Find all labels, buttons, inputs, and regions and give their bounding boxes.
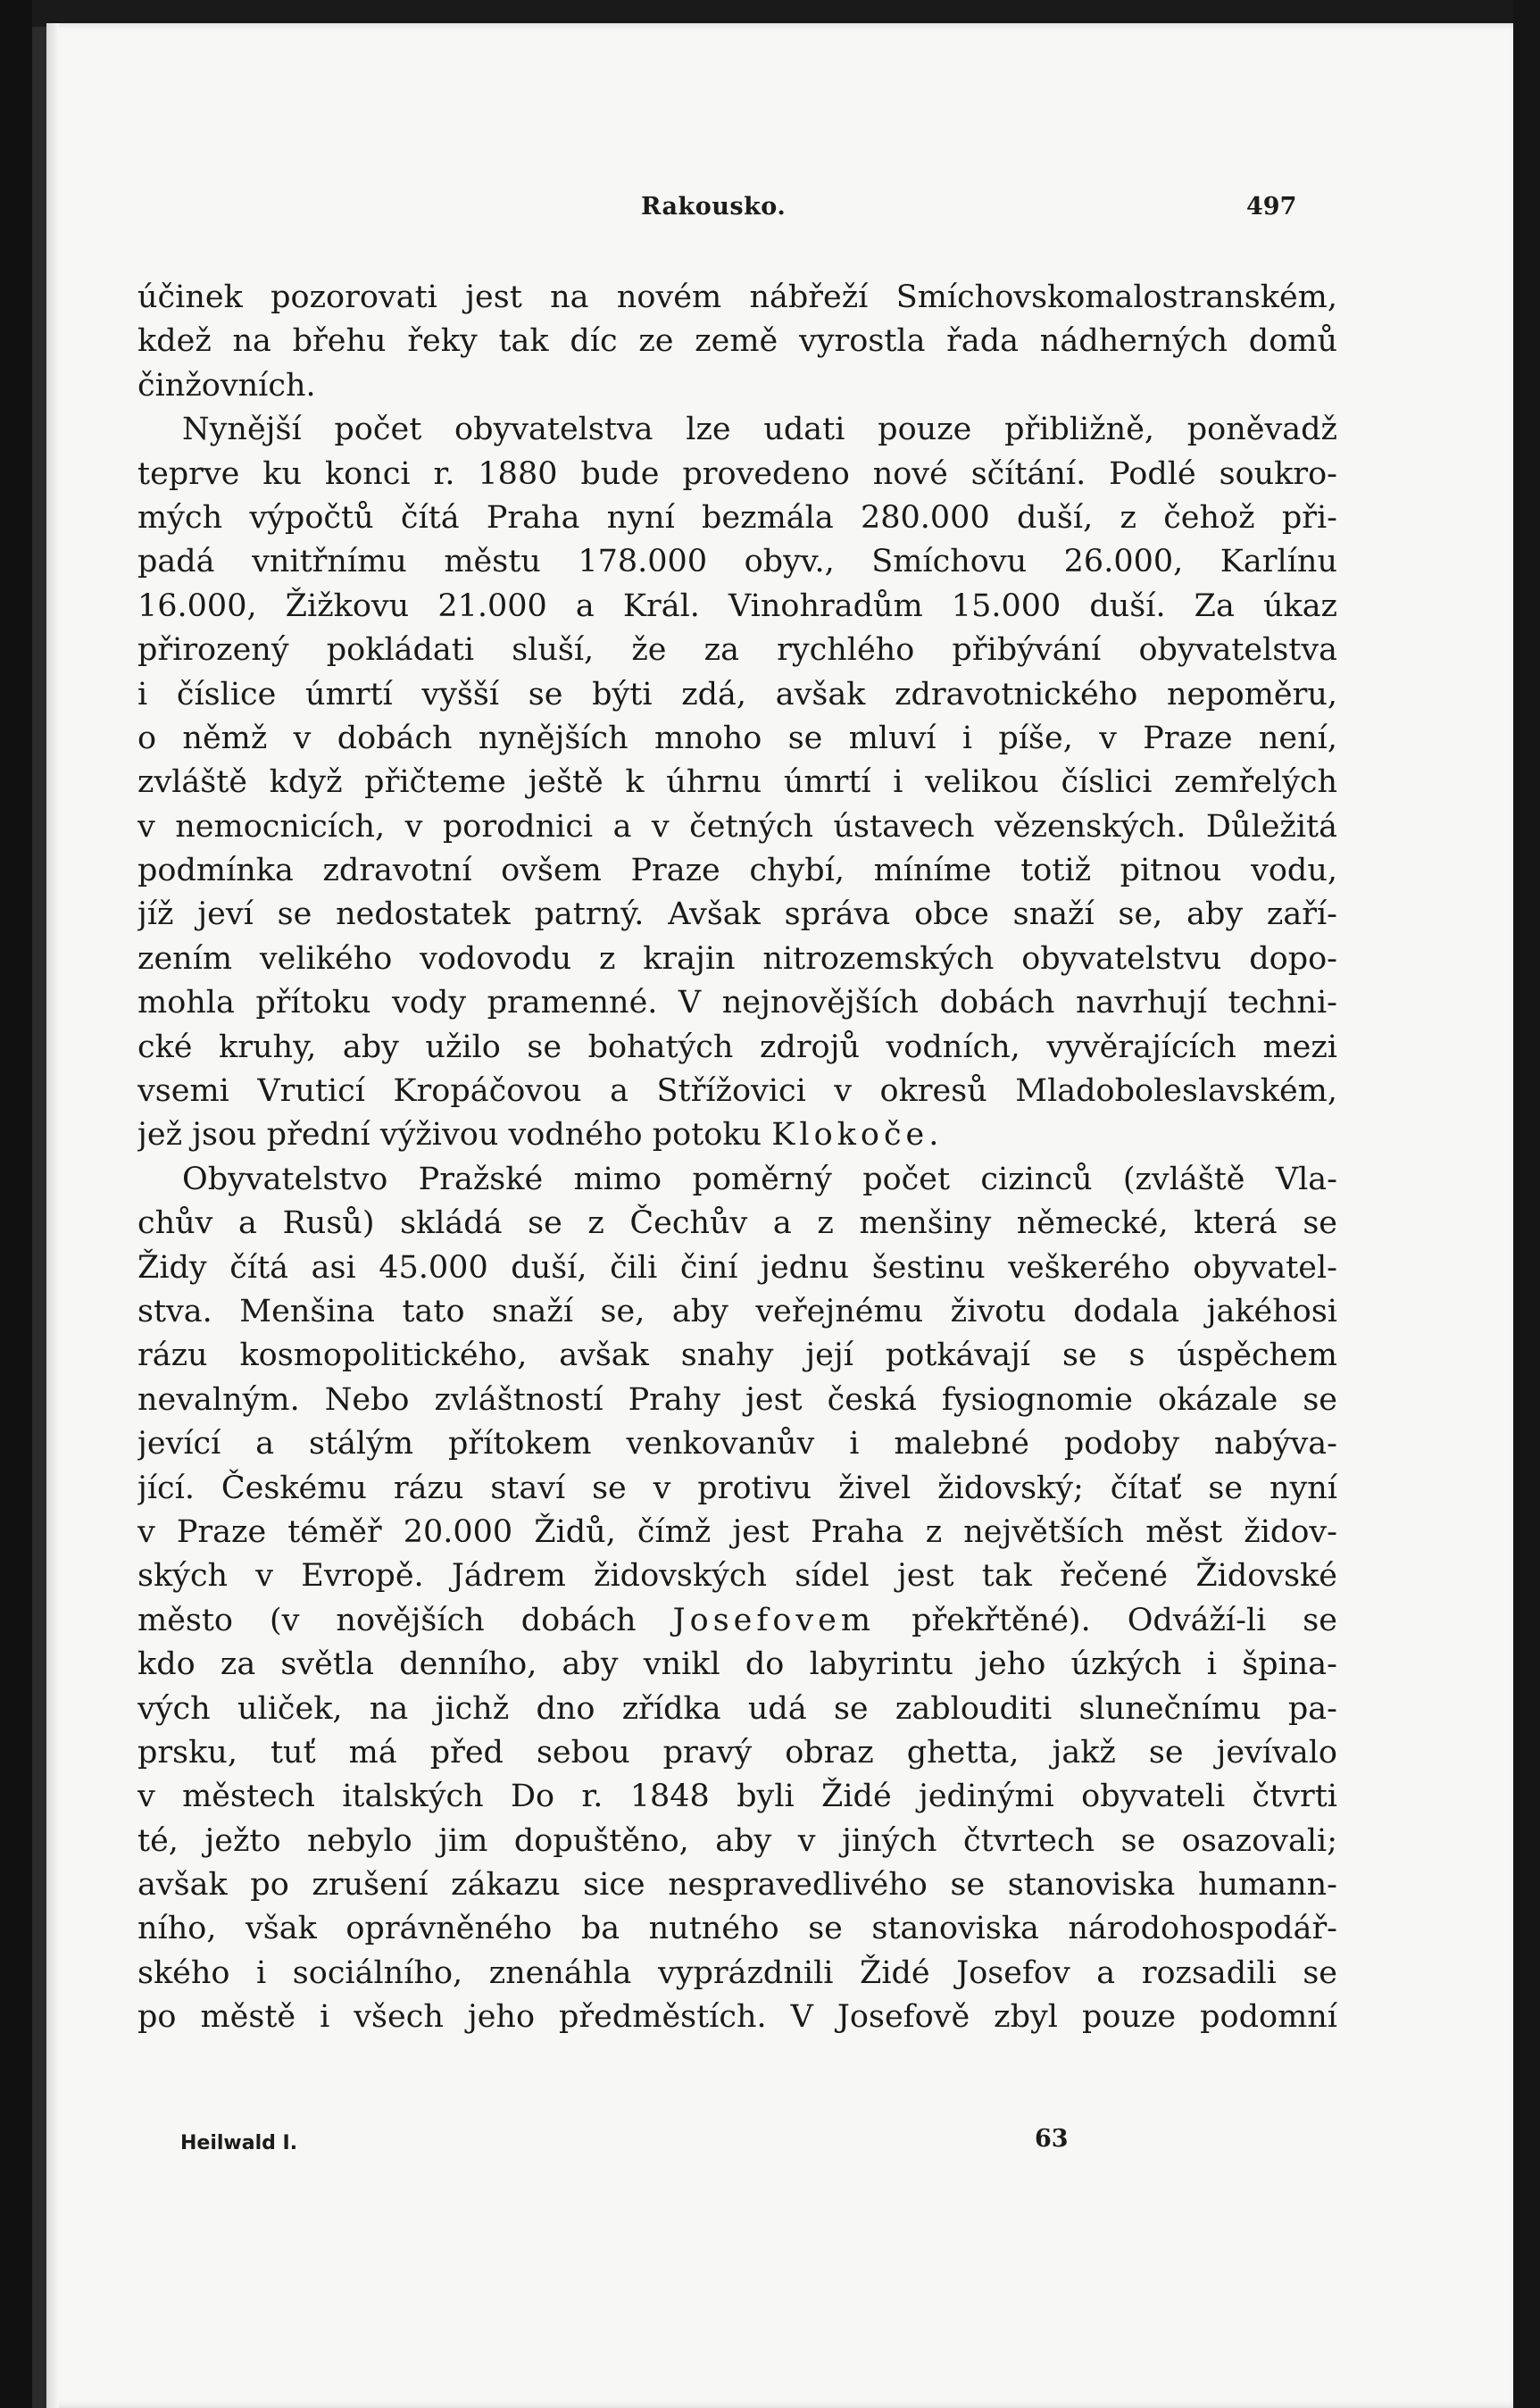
text-line: mých výpočtů čítá Praha nyní bezmála 280.000 duší, z čehož při- [137, 499, 1337, 536]
running-head-title: Rakousko. [641, 193, 787, 221]
spaced-word: Josefovem [672, 1602, 876, 1638]
text-line: o němž v dobách nynějších mnoho se mluví i píše, v Praze není, [137, 720, 1337, 756]
body-text [137, 276, 1337, 2040]
text-line: teprve ku konci r. 1880 bude provedeno nové sčítání. Podlé soukro- [137, 455, 1337, 492]
text-line: nevalným. Nebo zvláštností Prahy jest česká fysiognomie okázale se [137, 1381, 1337, 1418]
paragraph-start-line: Nynější počet obyvatelstva lze udati pouze přibližně, poněvadž [182, 412, 1337, 448]
text-fragment: překřtěné). Odváží-li se [912, 1602, 1337, 1638]
text-line: podmínka zdravotní ovšem Praze chybí, míníme totiž pitnou vodu, [137, 853, 1337, 889]
text-line: po městě i všech jeho předměstích. V Josefově zbyl pouze podomní [137, 1999, 1337, 2036]
text-line: v Praze téměř 20.000 Židů, čímž jest Praha z největších měst židov- [137, 1513, 1337, 1550]
page-footer [46, 2125, 1513, 2161]
text-line [137, 1113, 1337, 1157]
scan-border-left [0, 0, 32, 2408]
text-line: přirozený pokládati sluší, že za rychlého přibývání obyvatelstva [137, 632, 1337, 669]
text-line: stva. Menšina tato snaží se, aby veřejnému životu dodala jakéhosi [137, 1293, 1337, 1329]
text-line: vých uliček, na jichž dno zřídka udá se zablouditi slunečnímu pa- [137, 1690, 1337, 1727]
text-line: padá vnitřnímu městu 178.000 obyv., Smíchovu 26.000, Karlínu [137, 544, 1337, 580]
text-line: mohla přítoku vody pramenné. V nejnovějších dobách navrhují techni- [137, 985, 1337, 1021]
text-line: 16.000, Žižkovu 21.000 a Král. Vinohradům 15.000 duší. Za úkaz [137, 587, 1337, 624]
text-line: ských v Evropě. Jádrem židovských sídel jest tak řečené Židovské [137, 1558, 1337, 1595]
scan-border-right [1513, 0, 1540, 2408]
text-line: chův a Rusů) skládá se z Čechův a z menšiny německé, která se [137, 1205, 1337, 1242]
text-line: zením velikého vodovodu z krajin nitrozemských obyvatelstvu dopo- [137, 940, 1337, 977]
text-line: rázu kosmopolitického, avšak snahy její potkávají se s úspěchem [137, 1337, 1337, 1374]
text-line: jevící a stálým přítokem venkovanův i malebné podoby nabýva- [137, 1426, 1337, 1462]
text-line: vsemi Vruticí Kropáčovou a Střížovici v okresů Mladoboleslavském, [137, 1073, 1337, 1110]
text-line [137, 1599, 1337, 1643]
text-line: Židy čítá asi 45.000 duší, čili činí jednu šestinu veškerého obyvatel- [137, 1249, 1337, 1286]
book-page [46, 23, 1513, 2408]
text-line: v nemocnicích, v porodnici a v četných ústavech vězenských. Důležitá [137, 808, 1337, 845]
text-line: kdo za světla denního, aby vnikl do labyrintu jeho úzkých i špina- [137, 1646, 1337, 1683]
text-line: cké kruhy, aby užilo se bohatých zdrojů vodních, vyvěrajících mezi [137, 1029, 1337, 1065]
text-line: ského i sociálního, znenáhla vyprázdnili Židé Josefov a rozsadili se [137, 1954, 1337, 1991]
text-line: účinek pozorovati jest na novém nábřeží Smíchovskomalostranském, [137, 279, 1337, 315]
text-line: jící. Českému rázu staví se v protivu živel židovský; čítať se nyní [137, 1470, 1337, 1506]
text-fragment: město (v novějších dobách [137, 1602, 637, 1638]
text-line: jíž jeví se nedostatek patrný. Avšak správa obce snaží se, aby zaří- [137, 896, 1337, 933]
text-line: činžovních. [137, 367, 316, 404]
text-line: i číslice úmrtí vyšší se býti zdá, avšak zdravotnického nepoměru, [137, 676, 1337, 712]
text-line: ního, však oprávněného ba nutného se stanoviska národohospodář- [137, 1911, 1337, 1947]
running-head [46, 193, 1513, 229]
text-line: zvláště když přičteme ještě k úhrnu úmrtí i velikou číslici zemřelých [137, 764, 1337, 801]
text-line: prsku, tuť má před sebou pravý obraz ghetta, jakž se jevívalo [137, 1734, 1337, 1771]
sheet-number: 63 [1035, 2125, 1069, 2153]
text-fragment: jež jsou přední výživou vodného potoku [137, 1117, 762, 1154]
text-line: té, ježto nebylo jim dopuštěno, aby v jiných čtvrtech se osazovali; [137, 1822, 1337, 1859]
spaced-word: Klokoče. [771, 1117, 944, 1154]
signature-mark: Heilwald I. [180, 2132, 298, 2154]
text-line: kdež na břehu řeky tak díc ze země vyrostla řada nádherných domů [137, 323, 1337, 360]
paragraph-start-line: Obyvatelstvo Pražské mimo poměrný počet cizinců (zvláště Vla- [182, 1161, 1337, 1197]
text-line: avšak po zrušení zákazu sice nespravedlivého se stanoviska humann- [137, 1867, 1337, 1904]
text-line: v městech italských Do r. 1848 byli Židé jedinými obyvateli čtvrti [137, 1779, 1337, 1815]
page-number: 497 [1246, 193, 1297, 221]
